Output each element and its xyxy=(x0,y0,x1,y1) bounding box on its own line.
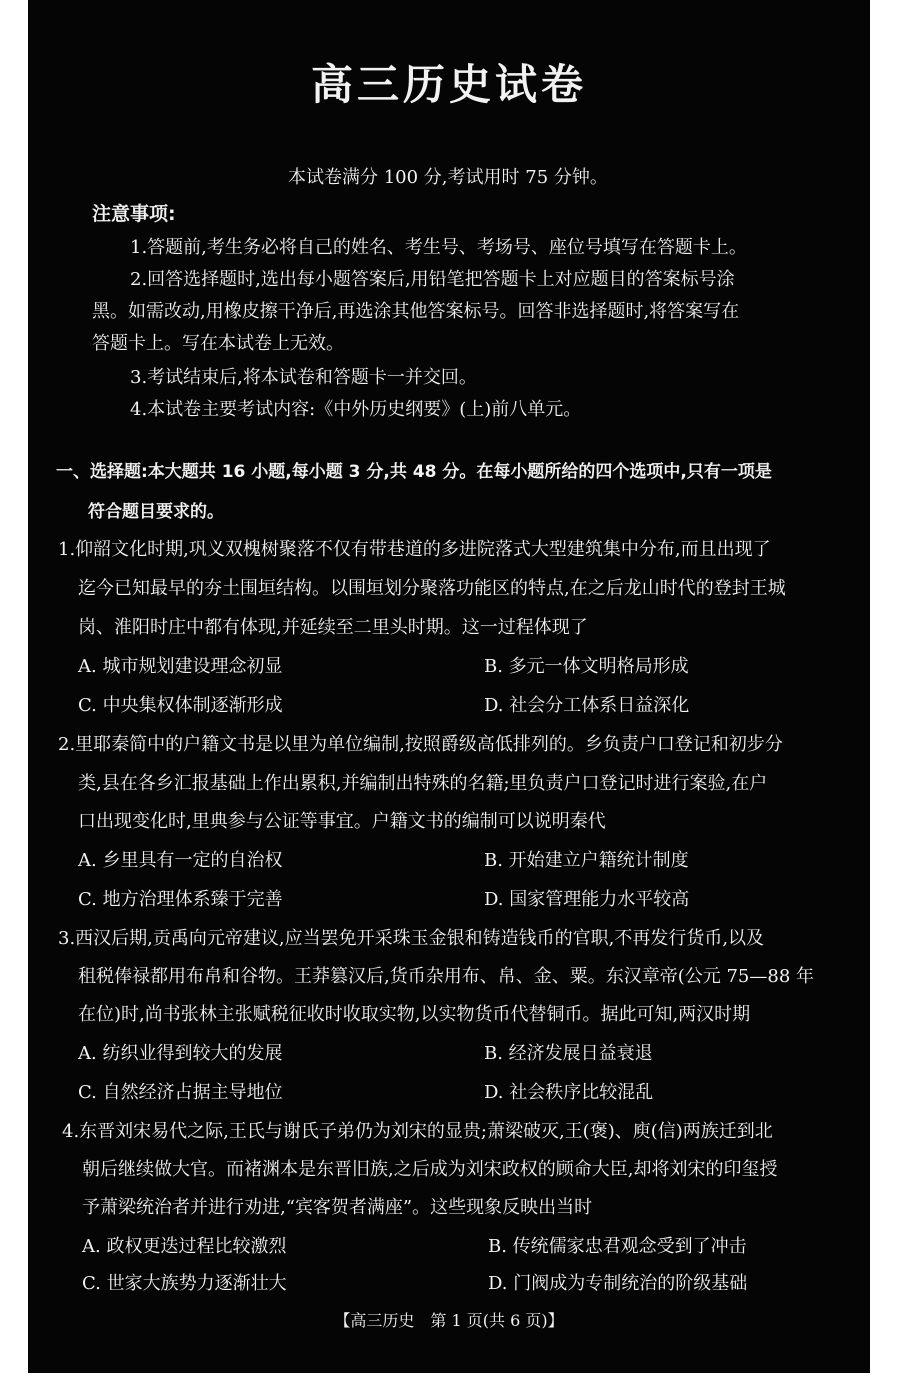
notice-item: 4.本试卷主要考试内容:《中外历史纲要》(上)前八单元。 xyxy=(130,399,582,420)
question-2-text: 2.里耶秦简中的户籍文书是以里为单位编制,按照爵级高低排列的。乡负责户口登记和初步分 xyxy=(58,734,783,755)
page-footer: 【高三历史 第 1 页(共 6 页)】 xyxy=(334,1311,564,1330)
question-1-text: 岗、淮阳时庄中都有体现,并延续至二里头时期。这一过程体现了 xyxy=(78,617,588,638)
notice-item: 3.考试结束后,将本试卷和答题卡一并交回。 xyxy=(130,367,477,388)
question-1-option-c: C. 中央集权体制逐渐形成 xyxy=(78,695,283,716)
question-4-option-d: D. 门阀成为专制统治的阶级基础 xyxy=(488,1273,748,1294)
question-4-option-a: A. 政权更迭过程比较激烈 xyxy=(82,1236,287,1257)
notice-item: 1.答题前,考生务必将自己的姓名、考生号、考场号、座位号填写在答题卡上。 xyxy=(130,237,747,258)
question-1-text: 迄今已知最早的夯土围垣结构。以围垣划分聚落功能区的特点,在之后龙山时代的登封王城 xyxy=(78,578,786,599)
question-3-option-d: D. 社会秩序比较混乱 xyxy=(484,1082,654,1103)
question-2-option-a: A. 乡里具有一定的自治权 xyxy=(78,850,283,871)
question-4-text: 朝后继续做大官。而褚渊本是东晋旧族,之后成为刘宋政权的顾命大臣,却将刘宋的印玺授 xyxy=(82,1159,778,1180)
page-title: 高三历史试卷 xyxy=(310,60,587,109)
question-2-option-d: D. 国家管理能力水平较高 xyxy=(484,889,690,910)
question-2-text: 口出现变化时,里典参与公证等事宜。户籍文书的编制可以说明秦代 xyxy=(78,811,606,832)
question-1-text: 1.仰韶文化时期,巩义双槐树聚落不仅有带巷道的多进院落式大型建筑集中分布,而且出现了 xyxy=(58,539,771,560)
question-3-text: 3.西汉后期,贡禹向元帝建议,应当罢免开采珠玉金银和铸造钱币的官职,不再发行货币,以及 xyxy=(58,928,765,949)
question-4-option-b: B. 传统儒家忠君观念受到了冲击 xyxy=(488,1236,747,1257)
exam-info: 本试卷满分 100 分,考试用时 75 分钟。 xyxy=(288,167,608,188)
question-3-text: 租税俸禄都用布帛和谷物。王莽篡汉后,货币杂用布、帛、金、粟。东汉章帝(公元 75—88 年 xyxy=(78,966,814,987)
exam-page xyxy=(28,0,870,1373)
question-4-text: 予萧梁统治者并进行劝进,“宾客贺者满座”。这些现象反映出当时 xyxy=(82,1197,593,1218)
notice-item: 黑。如需改动,用橡皮擦干净后,再选涂其他答案标号。回答非选择题时,将答案写在 xyxy=(92,301,740,322)
question-4-text: 4.东晋刘宋易代之际,王氏与谢氏子弟仍为刘宋的显贵;萧梁破灭,王(褒)、庾(信)两族迁到北 xyxy=(62,1121,773,1142)
notice-item: 答题卡上。写在本试卷上无效。 xyxy=(92,333,344,354)
section-heading: 一、选择题:本大题共 16 小题,每小题 3 分,共 48 分。在每小题所给的四个选项中,只有一项是 xyxy=(56,462,772,482)
question-3-option-b: B. 经济发展日益衰退 xyxy=(484,1043,653,1064)
question-3-option-a: A. 纺织业得到较大的发展 xyxy=(78,1043,283,1064)
question-2-text: 类,县在各乡汇报基础上作出累积,并编制出特殊的名籍;里负责户口登记时进行案验,在户 xyxy=(78,773,768,794)
question-3-option-c: C. 自然经济占据主导地位 xyxy=(78,1082,283,1103)
question-1-option-d: D. 社会分工体系日益深化 xyxy=(484,695,690,716)
question-1-option-b: B. 多元一体文明格局形成 xyxy=(484,656,689,677)
question-4-option-c: C. 世家大族势力逐渐壮大 xyxy=(82,1273,287,1294)
notice-heading: 注意事项: xyxy=(92,203,176,225)
question-2-option-c: C. 地方治理体系臻于完善 xyxy=(78,889,283,910)
question-2-option-b: B. 开始建立户籍统计制度 xyxy=(484,850,689,871)
notice-item: 2.回答选择题时,选出每小题答案后,用铅笔把答题卡上对应题目的答案标号涂 xyxy=(130,269,735,290)
section-heading-cont: 符合题目要求的。 xyxy=(88,502,224,522)
question-1-option-a: A. 城市规划建设理念初显 xyxy=(78,656,283,677)
question-3-text: 在位)时,尚书张林主张赋税征收时收取实物,以实物货币代替铜币。据此可知,两汉时期 xyxy=(78,1004,751,1025)
